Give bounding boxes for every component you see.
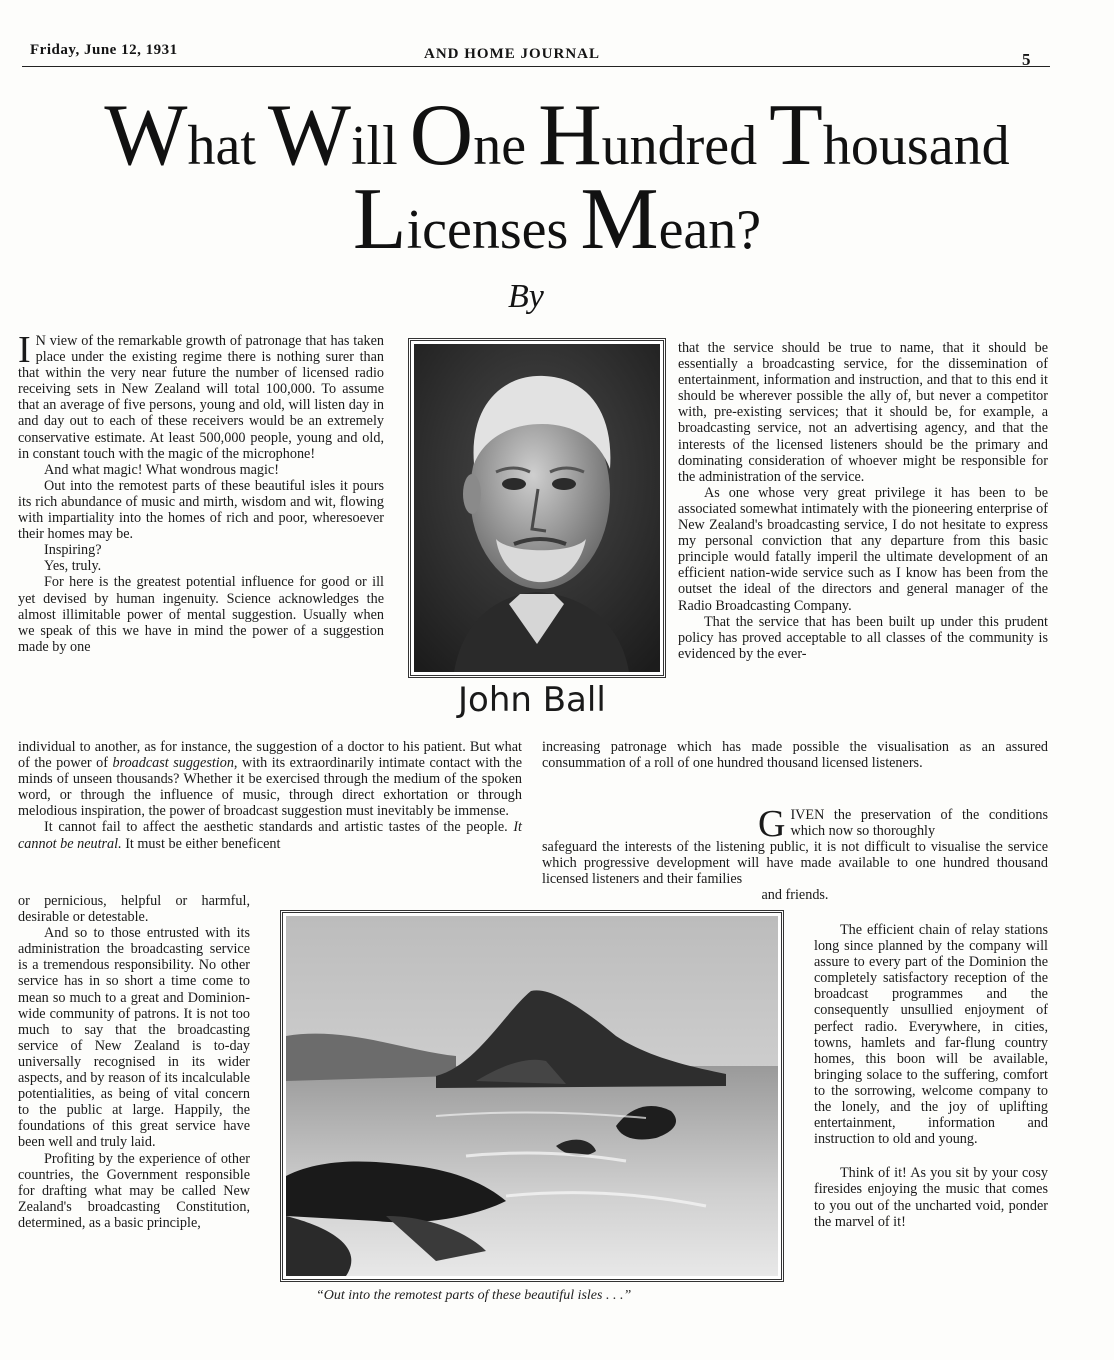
article-paragraph: Out into the remotest parts of these beautiful isles it pours its rich abundance of music and mirth, wisdom and wit, flowing with impartiality into the homes of rich and poor, wheresoever their homes may be. [18, 477, 384, 543]
headline-line-1 [0, 87, 1114, 184]
article-column-narrow [18, 893, 250, 1231]
article-paragraph: The efficient chain of relay stations long since planned by the company will assure to every part of the Dominion the completely satisfactory reception of the broadcast programmes and the consequently unsullied enjoyment of perfect radio. Everywhere, in cities, towns, hamlets and far-flung country homes, this boon will be available, bringing solace to the suffering, comfort to the sorrowing, welcome company to the lonely, and the joy of uplifting entertainment, information and instruction to old and young. [814, 922, 1048, 1148]
article-paragraph: individual to another, as for instance, the suggestion of a doctor to his patient. But what of the power of broadcast suggestion, with its extraordinarily intimate contact with the minds of unseen thousands? Whether it be exercised through the medium of the spoken word, or through the influence of music, through direct exhortation or through melodious inspiration, the power of broadcast suggestion must inevitably be immense. [18, 739, 522, 820]
headline-word: Hundred [538, 87, 758, 184]
article-column-1 [18, 329, 384, 655]
article-paragraph: And what magic! What wondrous magic! [44, 461, 279, 478]
landscape-image [286, 916, 778, 1276]
page-number: 5 [1022, 50, 1031, 69]
article-column-3 [678, 340, 1048, 662]
article-column-right [814, 922, 1048, 1230]
given-heading-text: IVEN the preservation of the conditions which now so thoroughly [790, 807, 1048, 840]
article-paragraph: increasing patronage which has made possible the visualisation as an assured consummation of a roll of one hundred thousand licensed listeners. [542, 739, 1048, 772]
drop-cap: G [758, 803, 786, 845]
headline-word: Licenses [352, 171, 569, 268]
publication-name: AND HOME JOURNAL [424, 46, 600, 62]
article-paragraph: And so to those entrusted with its administration the broadcasting service is a tremendous responsibility. No other service has in so short a time come to mean so much to a great and Dominion-wide community of patrons. It is not too much to say that the broadcasting service of New Zealand is to-day universally recognised in its wider aspects, and by reason of its incalculable potentialities, as being of vital concern to the public at large. Happily, the foundations of this great service have been well and truly laid. [18, 925, 250, 1151]
issue-date: Friday, June 12, 1931 [30, 42, 178, 58]
article-wide-left [18, 739, 522, 852]
article-paragraph: Think of it! As you sit by your cosy firesides enjoying the music that comes to you out of the uncharted void, ponder the marvel of it! [814, 1165, 1048, 1230]
headline-word: What [104, 87, 256, 184]
header-rule [22, 66, 1050, 67]
article-paragraph: That the service that has been built up under this prudent policy has proved acceptable to all classes of the community is evidenced by the ever- [678, 613, 1048, 662]
byline-by: By [508, 278, 544, 315]
article-wide-right [542, 739, 1048, 771]
article-paragraph: Yes, truly. [44, 558, 102, 575]
article-paragraph: or pernicious, helpful or harmful, desirable or detestable. [18, 893, 250, 926]
article-paragraph: that the service should be true to name, that it should be essentially a broadcasting service, for the dissemination of entertainment, information and instruction, and that to this end it should be wherever possible the ally of, but never a competitor with, pre-existing services; that it should be, for example, a broadcasting service, not an advertising agency, and that the interests of the licensed listeners should be the primary and dominating consideration of whoever might be responsible for the administration of the service. [678, 340, 1048, 485]
headline-line-2 [0, 171, 1114, 268]
article-paragraph: Inspiring? [44, 542, 102, 559]
landscape-photo [280, 910, 784, 1282]
headline-word: Mean? [580, 171, 762, 268]
author-signature: John Ball [458, 680, 606, 720]
given-section [542, 803, 1048, 904]
article-paragraph: For here is the greatest potential influence for good or ill yet devised by human ingenuity. Science acknowledges the almost illimitable power of mental suggestion. Usually when we speak of this we have in mind the power of a suggestion made by one [18, 574, 384, 655]
headline-word: Will [267, 87, 398, 184]
article-paragraph: As one whose very great privilege it has been to be associated somewhat intimately with the pioneering enterprise of New Zealand's broadcasting service, I do not hesitate to express my personal conviction that any departure from this basic principle would fatally imperil the ultimate development of an efficient nation-wide service such as I know has been from the outset the ideal of the directors and general manager of the Radio Broadcasting Company. [678, 484, 1048, 614]
headline-word: Thousand [769, 87, 1010, 184]
headline-word: One [409, 87, 527, 184]
photo-caption: “Out into the remotest parts of these beautiful isles . . .” [316, 1288, 632, 1303]
portrait-photo [408, 338, 666, 678]
drop-cap: I [18, 329, 31, 371]
article-paragraph: N view of the remarkable growth of patronage that has taken place under the existing regime there is nothing surer than that within the very near future the number of licensed radio receiving sets in New Zealand will total 100,000. To assume that an average of five persons, young and old, will listen day in and day out to each of these receivers would be an extremely conservative estimate. At least 500,000 people, young and old, in constant touch with the magic of the microphone! [18, 333, 384, 462]
article-paragraph: It cannot fail to affect the aesthetic standards and artistic tastes of the people. It cannot be neutral. It must be either beneficent [18, 819, 522, 852]
portrait-image [414, 344, 660, 672]
article-paragraph: and friends. [761, 887, 829, 904]
article-paragraph: Profiting by the experience of other countries, the Government responsible for drafting what may be called New Zealand's broadcasting Constitution, determined, as a basic principle, [18, 1150, 250, 1231]
article-paragraph: safeguard the interests of the listening public, it is not difficult to visualise the service which progressive development will have made available to one hundred thousand licensed listeners and their families [542, 839, 1048, 888]
